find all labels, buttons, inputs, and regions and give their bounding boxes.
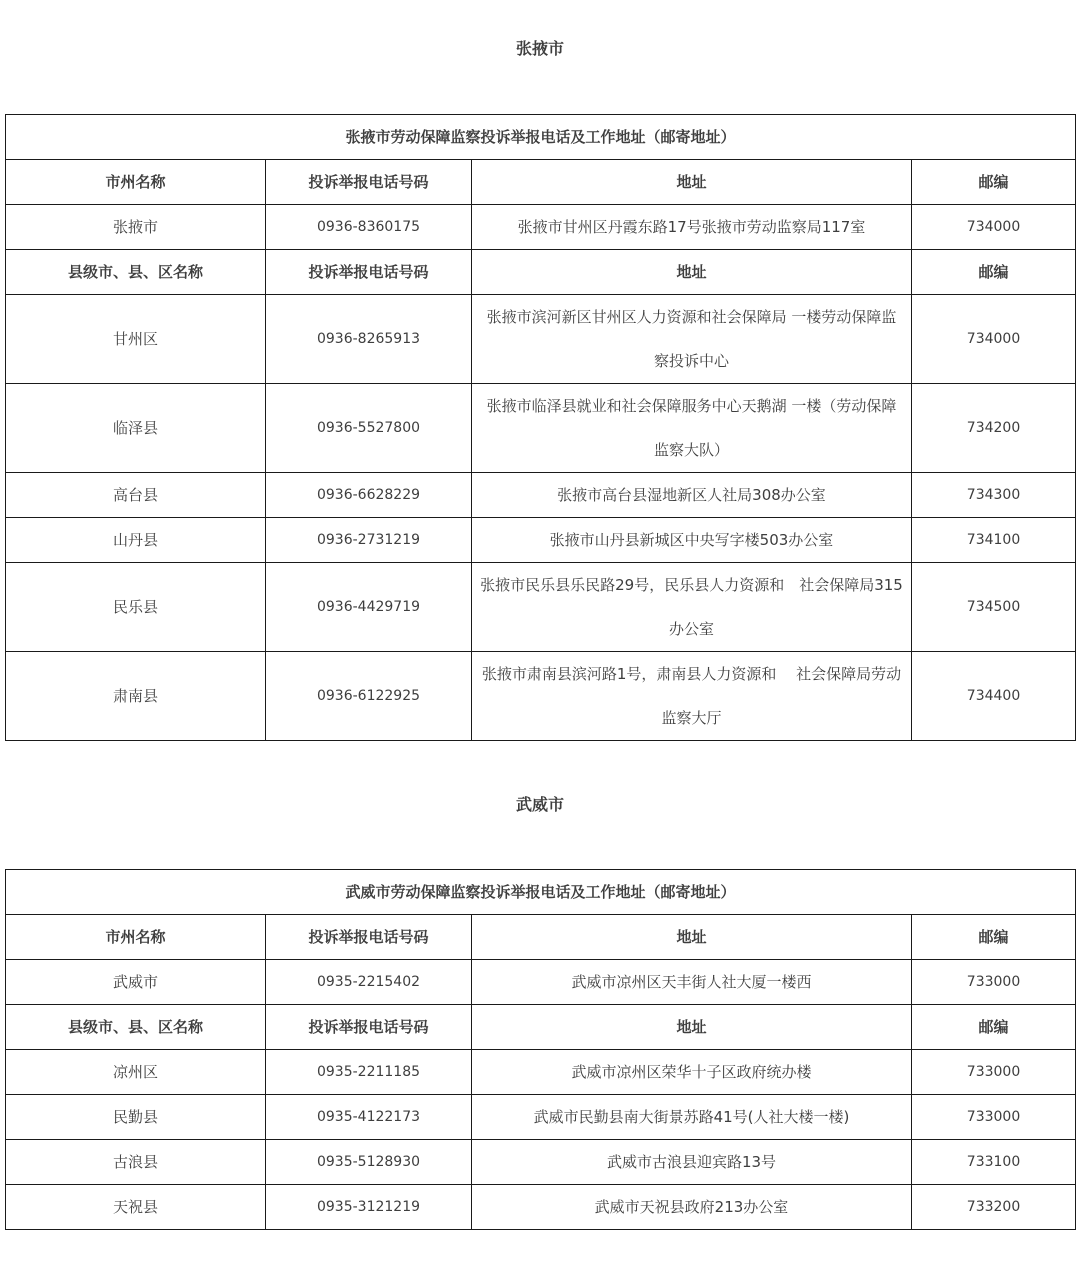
cell-phone: 0936-6628229 — [266, 473, 472, 518]
cell-phone: 0936-5527800 — [266, 384, 472, 473]
table-title-row — [6, 870, 1076, 915]
cell-name: 甘州区 — [6, 295, 266, 384]
cell-address: 张掖市山丹县新城区中央写字楼503办公室 — [472, 518, 912, 563]
cell-address: 武威市古浪县迎宾路13号 — [472, 1140, 912, 1185]
cell-zip: 733000 — [912, 1050, 1076, 1095]
cell-name: 民勤县 — [6, 1095, 266, 1140]
cell-zip: 733000 — [912, 960, 1076, 1005]
cell-zip: 734000 — [912, 205, 1076, 250]
table-row — [6, 1050, 1076, 1095]
cell-zip: 734000 — [912, 295, 1076, 384]
cell-phone: 0935-5128930 — [266, 1140, 472, 1185]
header-address: 地址 — [472, 1005, 912, 1050]
table-header-row — [6, 1005, 1076, 1050]
cell-name: 肃南县 — [6, 652, 266, 741]
cell-zip: 734200 — [912, 384, 1076, 473]
cell-phone: 0936-4429719 — [266, 563, 472, 652]
table-row — [6, 384, 1076, 473]
cell-phone: 0935-3121219 — [266, 1185, 472, 1230]
header-city-name: 市州名称 — [6, 915, 266, 960]
cell-name: 张掖市 — [6, 205, 266, 250]
header-phone: 投诉举报电话号码 — [266, 250, 472, 295]
table-row — [6, 205, 1076, 250]
cell-address: 武威市凉州区天丰街人社大厦一楼西 — [472, 960, 912, 1005]
cell-address: 张掖市民乐县乐民路29号，民乐县人力资源和 社会保障局315办公室 — [472, 563, 912, 652]
cell-name: 民乐县 — [6, 563, 266, 652]
cell-name: 临泽县 — [6, 384, 266, 473]
header-address: 地址 — [472, 915, 912, 960]
table-row — [6, 1095, 1076, 1140]
header-phone: 投诉举报电话号码 — [266, 1005, 472, 1050]
header-county-name: 县级市、县、区名称 — [6, 1005, 266, 1050]
cell-phone: 0936-8265913 — [266, 295, 472, 384]
cell-address: 武威市凉州区荣华十子区政府统办楼 — [472, 1050, 912, 1095]
city-heading-wuwei: 武威市 — [515, 795, 564, 814]
table-row — [6, 473, 1076, 518]
city-heading-zhangye: 张掖市 — [515, 39, 564, 58]
cell-name: 凉州区 — [6, 1050, 266, 1095]
cell-phone: 0935-2211185 — [266, 1050, 472, 1095]
table-title-row — [6, 115, 1076, 160]
table-row — [6, 652, 1076, 741]
cell-address: 武威市民勤县南大街景苏路41号(人社大楼一楼) — [472, 1095, 912, 1140]
cell-name: 山丹县 — [6, 518, 266, 563]
cell-phone: 0936-2731219 — [266, 518, 472, 563]
header-zip: 邮编 — [912, 250, 1076, 295]
table-header-row — [6, 250, 1076, 295]
zhangye-table — [5, 114, 1076, 741]
cell-zip: 734300 — [912, 473, 1076, 518]
header-county-name: 县级市、县、区名称 — [6, 250, 266, 295]
cell-address: 武威市天祝县政府213办公室 — [472, 1185, 912, 1230]
header-zip: 邮编 — [912, 1005, 1076, 1050]
cell-name: 高台县 — [6, 473, 266, 518]
table-row — [6, 1140, 1076, 1185]
cell-zip: 734100 — [912, 518, 1076, 563]
cell-zip: 734500 — [912, 563, 1076, 652]
cell-address: 张掖市高台县湿地新区人社局308办公室 — [472, 473, 912, 518]
cell-phone: 0936-6122925 — [266, 652, 472, 741]
cell-phone: 0935-2215402 — [266, 960, 472, 1005]
cell-zip: 734400 — [912, 652, 1076, 741]
cell-zip: 733200 — [912, 1185, 1076, 1230]
wuwei-table — [5, 869, 1076, 1230]
cell-phone: 0935-4122173 — [266, 1095, 472, 1140]
header-zip: 邮编 — [912, 915, 1076, 960]
table-row — [6, 960, 1076, 1005]
table-row — [6, 563, 1076, 652]
header-phone: 投诉举报电话号码 — [266, 915, 472, 960]
cell-address: 张掖市滨河新区甘州区人力资源和社会保障局 一楼劳动保障监察投诉中心 — [472, 295, 912, 384]
cell-phone: 0936-8360175 — [266, 205, 472, 250]
table-header-row — [6, 915, 1076, 960]
cell-name: 天祝县 — [6, 1185, 266, 1230]
header-address: 地址 — [472, 160, 912, 205]
cell-address: 张掖市甘州区丹霞东路17号张掖市劳动监察局117室 — [472, 205, 912, 250]
table-header-row — [6, 160, 1076, 205]
cell-zip: 733000 — [912, 1095, 1076, 1140]
header-city-name: 市州名称 — [6, 160, 266, 205]
table-title: 张掖市劳动保障监察投诉举报电话及工作地址（邮寄地址） — [6, 115, 1076, 160]
table-title: 武威市劳动保障监察投诉举报电话及工作地址（邮寄地址） — [6, 870, 1076, 915]
cell-address: 张掖市肃南县滨河路1号，肃南县人力资源和 社会保障局劳动监察大厅 — [472, 652, 912, 741]
table-row — [6, 295, 1076, 384]
table-row — [6, 1185, 1076, 1230]
cell-name: 古浪县 — [6, 1140, 266, 1185]
cell-name: 武威市 — [6, 960, 266, 1005]
header-phone: 投诉举报电话号码 — [266, 160, 472, 205]
cell-zip: 733100 — [912, 1140, 1076, 1185]
header-address: 地址 — [472, 250, 912, 295]
table-row — [6, 518, 1076, 563]
cell-address: 张掖市临泽县就业和社会保障服务中心天鹅湖 一楼（劳动保障监察大队） — [472, 384, 912, 473]
header-zip: 邮编 — [912, 160, 1076, 205]
